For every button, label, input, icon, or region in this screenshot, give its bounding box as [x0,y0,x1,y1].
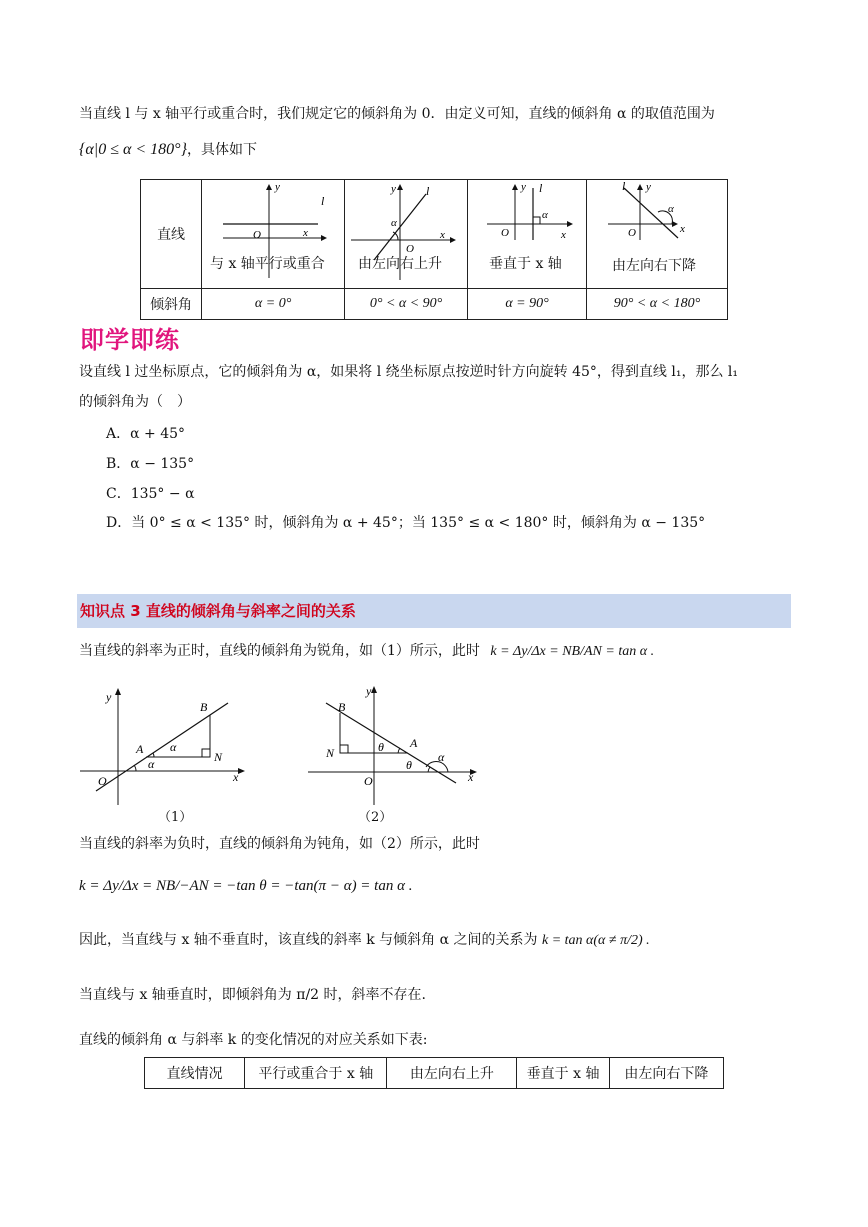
alpha-label: α [438,750,445,764]
axis-y-label: y [106,690,112,704]
line-l-label: l [622,180,626,193]
alpha-label: α [391,217,397,229]
row-label-angle: 倾斜角 [141,289,202,320]
axis-x-label: x [440,229,445,241]
caption-vertical: 垂直于 x 轴 [489,256,562,272]
row-label-line: 直线 [141,180,202,289]
angle-value: α = 0° [202,289,345,320]
origin-label: O [98,774,107,788]
intro-line1: 当直线 l 与 x 轴平行或重合时，我们规定它的倾斜角为 0．由定义可知，直线的倾斜角 α 的取值范围为 [79,106,715,122]
paragraph-vertical: 当直线与 x 轴垂直时，即倾斜角为 π/2 时，斜率不存在. [79,987,426,1003]
intro-suffix: ，具体如下 [186,142,257,158]
figure-2-negative-slope [306,683,486,818]
axis-y-label: y [646,181,651,193]
table-header-cell: 由左向右下降 [609,1058,723,1089]
figure-1-positive-slope [78,685,258,820]
option-c: C．135° − α [106,486,195,502]
origin-label: O [501,227,509,239]
axis-x-label: x [233,770,239,784]
option-b: B．α − 135° [106,456,195,472]
axis-x-label: x [680,223,685,235]
angle-value: 0° < α < 90° [345,289,468,320]
option-a: A．α + 45° [106,426,186,442]
question-line2: 的倾斜角为（ ） [79,394,191,410]
origin-label: O [364,774,373,788]
angle-range-set: {α|0 ≤ α < 180°} [79,141,187,158]
caption-falling: 由左向右下降 [612,258,696,274]
p1-formula: k = Δy/Δx = NB/AN = tan α . [490,644,655,659]
practice-banner: 即学即练 [80,326,180,354]
inclination-table [140,179,728,320]
p1-text: 当直线的斜率为正时，直线的倾斜角为锐角，如（1）所示，此时 [79,643,480,659]
origin-label: O [253,229,262,241]
theta-label: θ [378,740,384,754]
table-header-cell: 直线情况 [145,1058,245,1089]
axis-y-label: y [366,684,372,698]
caption-horizontal: 与 x 轴平行或重合 [210,256,325,272]
question-line1: 设直线 l 过坐标原点，它的倾斜角为 α，如果将 l 绕坐标原点按逆时针方向旋转 45°，得到直线 l₁，那么 l₁ [79,364,739,380]
axis-y-label: y [275,181,280,193]
p3-text: 因此，当直线与 x 轴不垂直时，该直线的斜率 k 与倾斜角 α 之间的关系为 [79,932,538,948]
paragraph-relationship [79,930,650,951]
angle-value: α = 90° [468,289,587,320]
figure-2-caption: （2） [358,810,393,825]
theta-label: θ [406,758,412,772]
figure-1-caption: （1） [158,810,193,825]
line-l-label: l [426,184,430,198]
axis-x-label: x [303,227,308,239]
paragraph-table-intro: 直线的倾斜角 α 与斜率 k 的变化情况的对应关系如下表: [79,1032,428,1048]
negative-slope-formula: k = Δy/Δx = NB/−AN = −tan θ = −tan(π − α) = tan α . [79,878,413,894]
section-heading-bar [77,594,791,628]
line-l-label: l [539,181,543,195]
table-header-cell: 平行或重合于 x 轴 [245,1058,387,1089]
axis-y-label: y [521,181,526,193]
alpha-label: α [148,757,155,771]
axis-x-label: x [561,229,566,241]
caption-rising: 由左向右上升 [358,256,442,272]
intro-line2 [79,140,257,160]
table-header-cell: 垂直于 x 轴 [517,1058,609,1089]
p3-formula: k = tan α(α ≠ π/2) . [542,933,650,948]
table-header-cell: 由左向右上升 [387,1058,517,1089]
paragraph-negative-slope: 当直线的斜率为负时，直线的倾斜角为钝角，如（2）所示，此时 [79,836,480,852]
point-a-label: A [410,736,418,750]
axis-y-label: y [391,183,396,195]
alpha-label: α [542,209,548,221]
point-n-label: N [326,746,335,760]
axis-x-label: x [468,770,474,784]
point-b-label: B [200,700,208,714]
paragraph-positive-slope [79,641,654,662]
section-heading: 知识点 3 直线的倾斜角与斜率之间的关系 [80,602,356,620]
line-l-label: l [321,194,325,208]
origin-label: O [406,243,415,255]
point-b-label: B [338,700,346,714]
point-a-label: A [136,742,144,756]
option-d: D．当 0° ≤ α < 135° 时，倾斜角为 α + 45°；当 135° ≤ α < 180° 时，倾斜角为 α − 135° [106,515,706,531]
alpha-label: α [668,203,674,215]
point-n-label: N [214,750,223,764]
alpha-label: α [170,740,177,754]
angle-value: 90° < α < 180° [587,289,728,320]
origin-label: O [628,227,636,239]
slope-table [144,1057,724,1089]
